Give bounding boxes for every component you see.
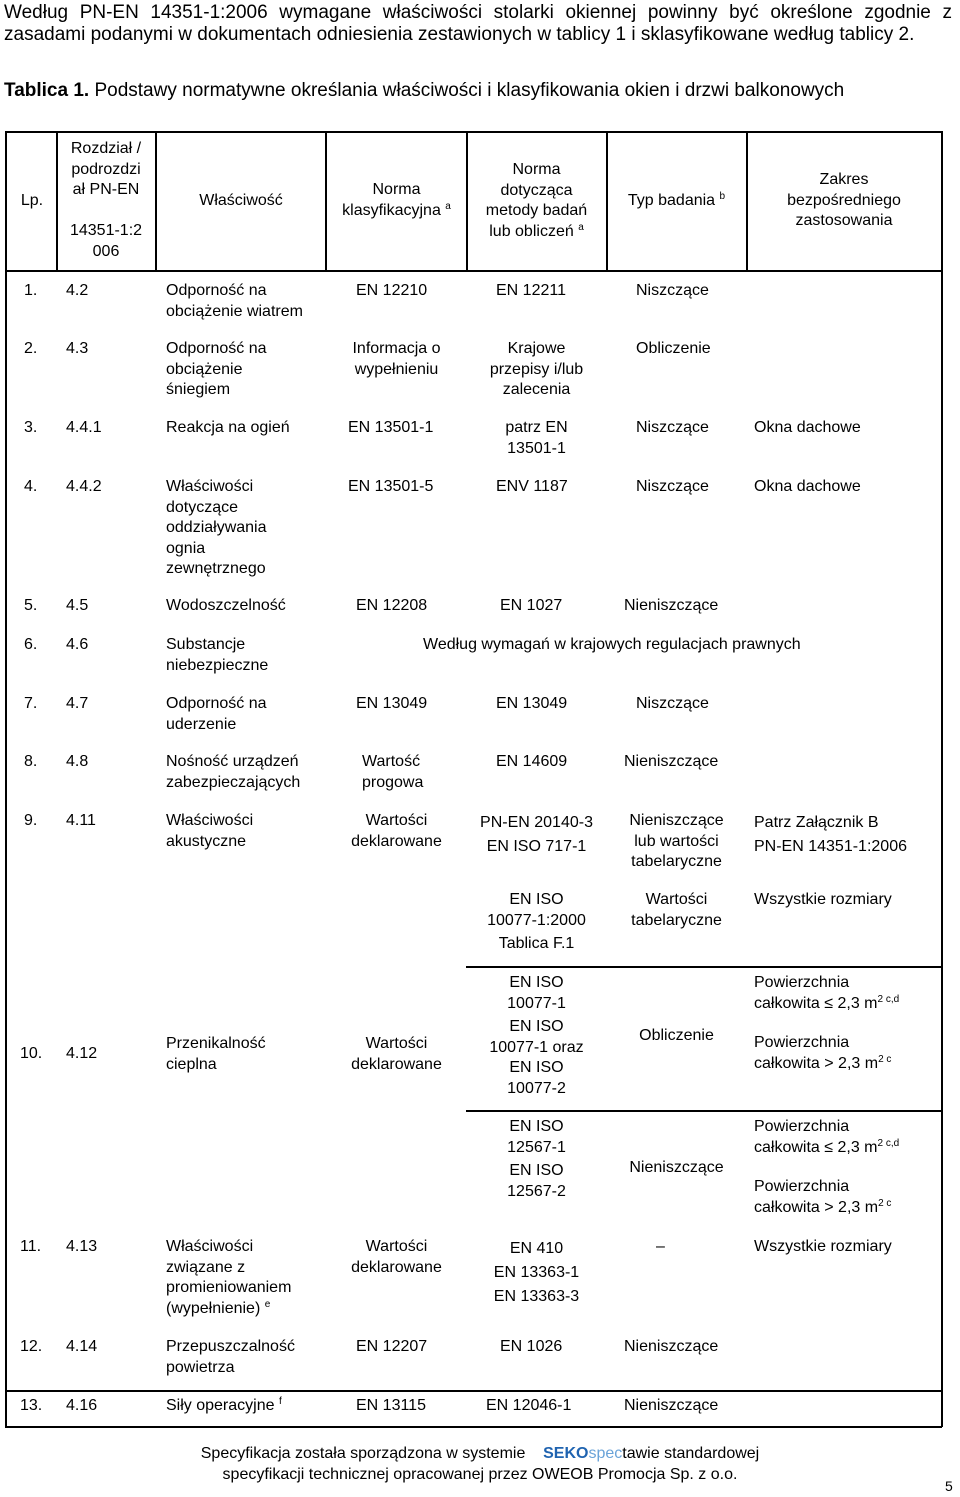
header-norma-metody: Norma dotycząca metody badań lub obliczeń $^a$ [485,161,588,240]
table-caption-label: Tablica 1. [4,80,90,101]
page-number: 5 [945,1478,953,1494]
table-caption-text: Podstawy normatywne określania właściwości i klasyfikowania okien i drzwi balkonowych [94,80,845,101]
header-wlasciwosc: Właściwość [199,192,283,209]
sekospec-logo: SEKO [543,1445,589,1462]
footer-line-2: specyfikacji technicznej opracowanej przez OWEOB Promocja Sp. z o.o. [222,1466,738,1483]
intro-paragraph: Według PN-EN 14351-1:2006 wymagane właściwości stolarki okiennej powinny być określone zgodnie z zasadami podanymi w dokumentach odniesienia zestawionych w tablicy 1 i sklasyfikowane według tablicy 2. [4,2,952,45]
header-lp: Lp. [20,192,44,209]
header-typ-badania: Typ badania $^b$ [627,191,726,209]
header-norma-klasyfikacyjna: Norma klasyfikacyjna $^a$ [342,181,451,219]
table-caption [4,78,952,103]
header-zakres: Zakres bezpośredniego zastosowania [787,171,901,229]
footer-line-1: Specyfikacja została sporządzona w systemie SEKOspectawie standardowej [200,1445,760,1462]
header-rozdzial: Rozdział / podrozdzi ał PN-EN 14351-1:2 006 [69,140,143,260]
